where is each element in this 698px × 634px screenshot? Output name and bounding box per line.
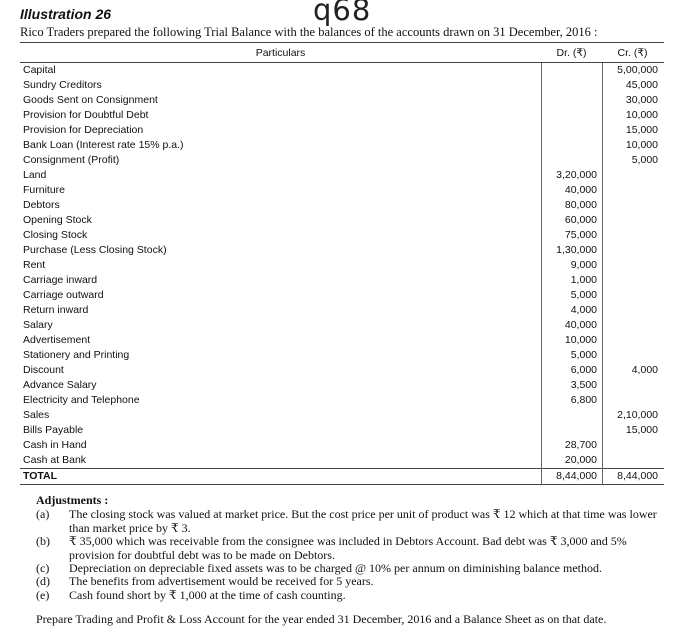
row-credit [602,213,663,228]
table-row [20,318,664,333]
row-credit [602,453,663,468]
row-particular: Provision for Doubtful Debt [23,109,149,121]
table-row [20,408,664,423]
row-credit: 45,000 [625,79,658,91]
row-particular: Discount [23,364,64,376]
adjustment-label: (d) [36,574,50,589]
adjustments-title: Adjustments : [36,493,109,507]
row-particular: Goods Sent on Consignment [23,94,158,106]
row-credit [602,168,663,183]
row-debit: 3,500 [570,379,597,391]
row-credit [602,273,663,288]
row-particular: Advertisement [23,334,91,346]
table-row [20,258,664,273]
table-row [20,153,664,168]
table-row [20,378,664,393]
table-row [20,453,664,468]
adjustment-label: (e) [36,587,50,602]
adjustment-text: ₹ 35,000 which was receivable from the consignee was included in Debtors Account. Bad debt was ₹ 3,000 and 5% provision for doubtful debt was to be made on Debtors. [69,534,627,562]
row-debit: 3,20,000 [556,169,597,181]
row-credit [602,393,663,408]
trial-balance-table [20,42,664,485]
row-debit: 40,000 [564,184,597,196]
row-particular: Cash at Bank [23,454,87,466]
row-credit: 15,000 [625,424,658,436]
row-particular: Rent [23,259,46,271]
row-particular: Sundry Creditors [23,79,102,91]
adjustments-section [36,494,666,602]
row-credit: 2,10,000 [617,409,658,421]
row-credit: 10,000 [625,109,658,121]
adjustment-text: Cash found short by ₹ 1,000 at the time of cash counting. [69,587,346,602]
row-debit [541,138,602,153]
row-debit: 80,000 [564,199,597,211]
table-row [20,138,664,153]
adjustment-item [36,562,666,575]
table-row [20,363,664,378]
row-particular: Bills Payable [23,424,84,436]
adjustment-item [36,575,666,588]
row-particular: Carriage outward [23,289,104,301]
row-credit [602,228,663,243]
column-divider [541,63,542,485]
row-debit [541,78,602,93]
header-dr: Dr. (₹) [556,46,587,59]
table-row [20,438,664,453]
row-debit [541,408,602,423]
total-debit: 8,44,000 [556,470,597,482]
row-particular: Cash in Hand [23,439,87,451]
adjustments-list [36,508,666,602]
row-debit [541,108,602,123]
table-row [20,198,664,213]
table-row [20,213,664,228]
table-body [20,63,664,485]
row-particular: Purchase (Less Closing Stock) [23,244,167,256]
row-particular: Stationery and Printing [23,349,130,361]
row-credit [602,183,663,198]
row-credit [602,198,663,213]
row-credit [602,303,663,318]
row-particular: Furniture [23,184,66,196]
row-debit: 9,000 [570,259,597,271]
header-particulars: Particulars [255,46,306,59]
row-debit [541,123,602,138]
row-particular: Bank Loan (Interest rate 15% p.a.) [23,139,184,151]
row-debit: 28,700 [564,439,597,451]
table-row [20,78,664,93]
row-particular: Sales [23,409,50,421]
row-debit: 5,000 [570,349,597,361]
table-row [20,93,664,108]
table-row [20,183,664,198]
header-cr: Cr. (₹) [617,46,648,59]
row-debit: 75,000 [564,229,597,241]
row-credit: 5,000 [631,154,658,166]
table-row [20,243,664,258]
table-row [20,108,664,123]
row-particular: Electricity and Telephone [23,394,140,406]
table-row [20,228,664,243]
column-divider [602,63,603,485]
row-credit: 15,000 [625,124,658,136]
row-debit: 1,30,000 [556,244,597,256]
row-credit: 30,000 [625,94,658,106]
row-debit: 4,000 [570,304,597,316]
row-credit: 5,00,000 [617,64,658,76]
table-row [20,273,664,288]
row-debit: 5,000 [570,289,597,301]
row-credit [602,438,663,453]
row-debit: 40,000 [564,319,597,331]
row-credit [602,348,663,363]
row-particular: Debtors [23,199,60,211]
row-particular: Consignment (Profit) [23,154,120,166]
row-debit: 10,000 [564,334,597,346]
handwritten-note: q68 [313,0,372,27]
table-row [20,333,664,348]
table-row [20,303,664,318]
row-debit: 6,800 [570,394,597,406]
row-credit: 10,000 [625,139,658,151]
adjustment-label: (a) [36,507,50,522]
row-debit: 1,000 [570,274,597,286]
row-particular: Advance Salary [23,379,97,391]
instruction-text: Prepare Trading and Profit & Loss Account for the year ended 31 December, 2016 and a Balance Sheet as on that date. [36,612,607,626]
row-particular: Opening Stock [23,214,92,226]
adjustment-text: The benefits from advertisement would be received for 5 years. [69,574,374,589]
row-credit [602,318,663,333]
table-header [20,42,664,63]
row-particular: Carriage inward [23,274,98,286]
row-particular: Provision for Depreciation [23,124,144,136]
table-row [20,423,664,438]
illustration-title: Illustration 26 [20,6,112,22]
row-particular: Return inward [23,304,89,316]
total-row [20,468,664,485]
row-particular: Land [23,169,47,181]
row-debit [541,153,602,168]
adjustment-text: Depreciation on depreciable fixed assets was to be charged @ 10% per annum on diminishing balance method. [69,561,602,576]
row-credit [602,378,663,393]
row-credit [602,258,663,273]
adjustment-item [36,535,666,562]
row-credit [602,288,663,303]
table-row [20,63,664,78]
intro-text: Rico Traders prepared the following Trial Balance with the balances of the accounts drawn on 31 December, 2016 : [20,25,598,39]
row-debit [541,63,602,78]
row-debit: 60,000 [564,214,597,226]
table-row [20,393,664,408]
row-credit: 4,000 [631,364,658,376]
total-label: TOTAL [23,470,58,482]
row-debit: 6,000 [570,364,597,376]
row-particular: Salary [23,319,53,331]
table-row [20,288,664,303]
row-debit [541,423,602,438]
row-particular: Capital [23,64,56,76]
row-credit [602,333,663,348]
table-row [20,123,664,138]
table-row [20,348,664,363]
row-particular: Closing Stock [23,229,88,241]
row-debit [541,93,602,108]
row-debit: 20,000 [564,454,597,466]
adjustment-label: (b) [36,534,50,549]
adjustment-item [36,589,666,602]
adjustment-label: (c) [36,561,50,576]
table-row [20,168,664,183]
total-credit: 8,44,000 [617,470,658,482]
adjustment-text: The closing stock was valued at market price. But the cost price per unit of product was ₹ 12 which at that time was lower than market price by ₹ 3. [69,507,657,535]
adjustment-item [36,508,666,535]
row-credit [602,243,663,258]
